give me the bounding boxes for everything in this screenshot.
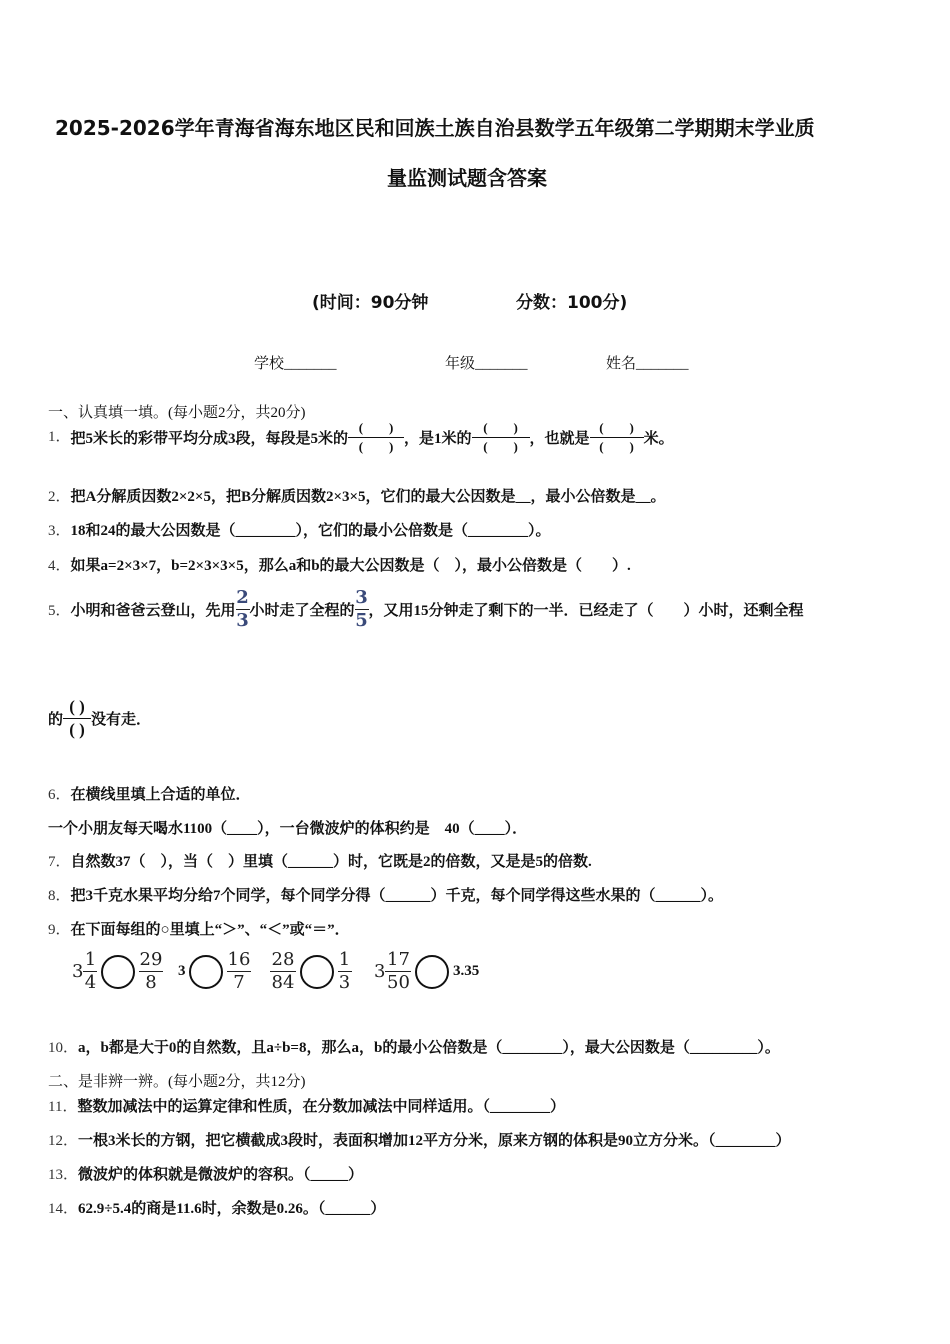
question-text: 一根3米长的方钢，把它横截成3段时，表面积增加12平方分米，原来方钢的体积是90立方分米。（________） [78, 1133, 791, 1149]
q5-text-c: ，又用15分钟走了剩下的一半．已经走了（ ）小时，还剩全程 [368, 603, 804, 619]
fraction-numerator: ( ) [358, 420, 394, 435]
fraction-numerator: ( ) [483, 420, 518, 435]
comparison-group-1 [72, 950, 163, 993]
page-title-line1: 2025-2026学年青海省海东地区民和回族土族自治县数学五年级第二学期期末学业质 [55, 116, 815, 140]
fraction-numerator: 3 [355, 587, 368, 608]
fraction-numerator: 17 [387, 949, 410, 970]
question-number: 1． [48, 428, 71, 445]
compare-circle[interactable] [300, 955, 334, 989]
fraction-numerator: ( ) [599, 420, 634, 435]
fraction-numerator: 29 [139, 949, 163, 970]
question-3 [48, 519, 551, 540]
whole-number: 3 [178, 963, 186, 979]
question-2 [48, 485, 666, 506]
question-4 [48, 554, 631, 575]
question-text: 18和24的最大公因数是（________），它们的最小公倍数是（________）。 [70, 523, 551, 539]
fraction-2-3 [236, 588, 250, 631]
mixed-whole: 3 [374, 961, 386, 982]
school-field[interactable]: 学校_______ [254, 356, 337, 372]
fraction-denominator: ( ) [483, 439, 518, 454]
question-number: 4． [48, 558, 71, 574]
question-8 [48, 884, 723, 905]
question-text: 如果a=2×3×7，b=2×3×3×5，那么a和b的最大公因数是（ ），最小公倍数是（ ）. [70, 558, 631, 574]
q5-text-a: 小明和爸爸云登山，先用 [70, 603, 236, 619]
section-heading: 一、认真填一填。(每小题2分，共20分) [48, 405, 306, 421]
question-5-cont [48, 697, 151, 740]
fraction-denominator: 84 [271, 972, 295, 993]
fraction-numerator: 1 [84, 949, 97, 970]
fraction-denominator: 50 [387, 972, 410, 993]
question-text: 把A分解质因数2×2×5，把B分解质因数2×3×5，它们的最大公因数是__，最小公倍数是__。 [70, 489, 666, 505]
fraction-28-84 [270, 950, 296, 993]
fraction-denominator: ( ) [358, 439, 394, 454]
decimal-number: 3.35 [452, 963, 480, 979]
compare-circle[interactable] [189, 955, 223, 989]
fraction-blank[interactable] [63, 697, 91, 740]
mixed-whole: 3 [72, 961, 84, 982]
page-title-line2: 量监测试题含答案 [387, 166, 547, 190]
question-number: 8． [48, 888, 71, 904]
question-text: 微波炉的体积就是微波炉的容积。（_____） [78, 1167, 364, 1183]
fraction-denominator: 7 [233, 972, 245, 993]
section-heading: 二、是非辨一辨。(每小题2分，共12分) [48, 1074, 306, 1090]
question-number: 12． [48, 1133, 79, 1149]
fraction-denominator: 5 [355, 610, 368, 631]
fraction-blank[interactable] [590, 420, 644, 455]
exam-time: (时间：90分钟 [312, 293, 429, 313]
question-10 [48, 1036, 780, 1057]
compare-circle[interactable] [101, 955, 135, 989]
exam-score: 分数：100分) [516, 293, 628, 313]
question-text: 在下面每组的○里填上“＞”、“＜”或“＝”． [70, 922, 350, 938]
fraction-denominator: 3 [338, 972, 351, 993]
fraction-1-4 [83, 950, 97, 993]
fraction-numerator: 16 [227, 949, 251, 970]
question-11 [48, 1095, 565, 1116]
fraction-numerator: 28 [271, 949, 295, 970]
q5-text-b: 小时走了全程的 [249, 603, 355, 619]
fraction-numerator: ( ) [69, 697, 85, 716]
question-12 [48, 1129, 791, 1150]
question-number: 3． [48, 523, 71, 539]
grade-field[interactable]: 年级_______ [445, 356, 528, 372]
question-number: 6． [48, 787, 71, 803]
question-number: 9． [48, 922, 71, 938]
question-14 [48, 1197, 385, 1218]
q1-text-b: ，是1米的 [404, 431, 472, 447]
question-text: a，b都是大于0的自然数，且a÷b=8，那么a，b的最小公倍数是（________），最大公因数是（_________）。 [78, 1040, 780, 1056]
fraction-denominator: 4 [84, 972, 97, 993]
q5-text-d-pre: 的 [48, 712, 64, 728]
q1-text-d: 米。 [643, 431, 674, 447]
fraction-3-5 [355, 588, 369, 631]
question-13 [48, 1163, 363, 1184]
question-number: 5． [48, 603, 71, 619]
question-number: 7． [48, 854, 71, 870]
question-7 [48, 850, 592, 871]
q1-text-c: ，也就是 [529, 431, 590, 447]
comparison-group-4 [374, 950, 479, 993]
question-5 [48, 588, 804, 631]
fraction-17-50 [385, 950, 411, 993]
fraction-1-3 [338, 950, 352, 993]
question-6 [48, 783, 251, 804]
question-9 [48, 918, 350, 939]
fraction-denominator: 3 [236, 610, 249, 631]
comparison-group-2 [178, 950, 251, 993]
question-number: 11． [48, 1099, 78, 1115]
question-6-line2: 一个小朋友每天喝水1100（____），一台微波炉的体积约是 40（____）． [48, 821, 528, 837]
q5-text-d-post: 没有走． [91, 712, 152, 728]
fraction-29-8 [139, 950, 163, 993]
q1-text-a: 把5米长的彩带平均分成3段，每段是5米的 [70, 431, 349, 447]
fraction-numerator: 2 [236, 587, 249, 608]
question-text: 62.9÷5.4的商是11.6时，余数是0.26。（______） [78, 1201, 386, 1217]
fraction-blank[interactable] [472, 420, 530, 455]
question-number: 13． [48, 1167, 79, 1183]
name-field[interactable]: 姓名_______ [606, 356, 689, 372]
fraction-denominator: ( ) [599, 439, 634, 454]
question-number: 10． [48, 1040, 79, 1056]
fraction-numerator: 1 [338, 949, 351, 970]
question-1 [48, 420, 674, 455]
fraction-denominator: ( ) [69, 720, 85, 739]
compare-circle[interactable] [415, 955, 449, 989]
fraction-blank[interactable] [348, 420, 404, 455]
question-text: 把3千克水果平均分给7个同学，每个同学分得（______）千克，每个同学得这些水果的（______）。 [70, 888, 724, 904]
comparison-group-3 [270, 950, 352, 993]
fraction-denominator: 8 [145, 972, 157, 993]
question-text: 整数加减法中的运算定律和性质，在分数加减法中同样适用。（________） [77, 1099, 565, 1115]
fraction-16-7 [227, 950, 251, 993]
question-number: 2． [48, 489, 71, 505]
question-text: 在横线里填上合适的单位． [70, 787, 251, 803]
question-text: 自然数37（ ），当（ ）里填（______）时，它既是2的倍数，又是是5的倍数. [70, 854, 592, 870]
question-number: 14． [48, 1201, 79, 1217]
